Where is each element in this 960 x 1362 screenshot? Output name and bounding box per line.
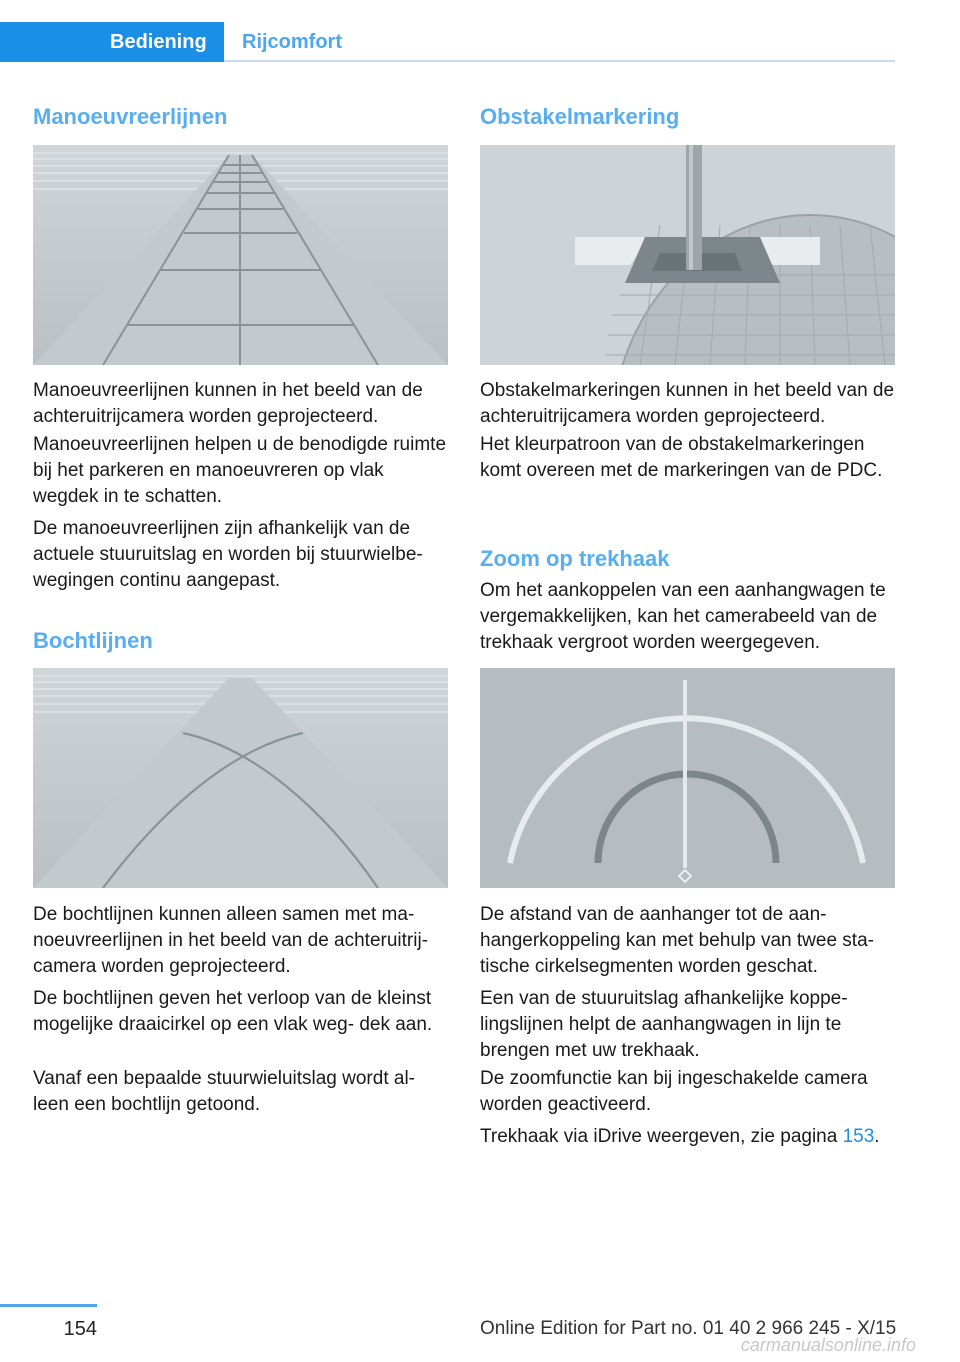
obstacle-marking-illustration (480, 145, 895, 365)
heading-bochtlijnen: Bochtlijnen (33, 628, 153, 653)
curve-lines-illustration (33, 668, 448, 888)
figure-bochtlijnen (33, 668, 448, 888)
paragraph-bocht-3: Vanaf een bepaalde stuurwieluitslag wordt al- leen een bochtlijn getoond. (33, 1068, 415, 1115)
figure-obstakelmarkering (480, 145, 895, 365)
crossref-text: Trekhaak via iDrive weergeven, zie pagina (480, 1126, 843, 1147)
paragraph-zoom-5 (480, 1124, 898, 1150)
heading-manoeuvreerlijnen: Manoeuvreerlijnen (33, 104, 228, 129)
page-link-153[interactable]: 153 (842, 1126, 875, 1147)
heading-obstakelmarkering: Obstakelmarkering (480, 104, 680, 129)
edition-note: Online Edition for Part no. 01 40 2 966 245 - X/15 (480, 1318, 897, 1339)
paragraph-zoom-1: Om het aankoppelen van een aanhangwagen te vergemakkelijken, kan het camerabeeld van de trekhaak vergroot worden weergegeven. (480, 580, 886, 653)
figure-trekhaak (480, 668, 895, 888)
chapter-tab-bar (0, 22, 895, 62)
tab-bediening[interactable]: Bediening (0, 22, 224, 62)
paragraph-zoom-4: De zoomfunctie kan bij ingeschakelde camera worden geactiveerd. (480, 1068, 868, 1115)
paragraph-manoeuvre-3: De manoeuvreerlijnen zijn afhankelijk van de actuele stuuruitslag en worden bij stuurwielbe- wegingen continu aangepast. (33, 518, 423, 591)
paragraph-bocht-1: De bochtlijnen kunnen alleen samen met ma- noeuvreerlijnen in het beeld van de achteruitrij- camera worden geprojecteerd. (33, 904, 429, 977)
heading-zoom-trekhaak: Zoom op trekhaak (480, 546, 670, 571)
paragraph-zoom-2: De afstand van de aanhanger tot de aan- hangerkoppeling kan met behulp van twee sta- tische cirkelsegmenten worden geschat. (480, 904, 874, 977)
page-number: 154 (63, 1318, 97, 1340)
paragraph-obstakel-1: Obstakelmarkeringen kunnen in het beeld van de achteruitrijcamera worden geprojecteerd. (480, 380, 895, 427)
paragraph-manoeuvre-1: Manoeuvreerlijnen kunnen in het beeld van de achteruitrijcamera worden geprojecteerd. (33, 380, 423, 427)
paragraph-manoeuvre-2: Manoeuvreerlijnen helpen u de benodigde ruimte bij het parkeren en manoeuvreren op vlak wegdek in te schatten. (33, 434, 447, 507)
tow-hitch-zoom-illustration (480, 668, 895, 888)
crossref-end: . (874, 1126, 880, 1147)
watermark: carmanualsonline.info (740, 1335, 916, 1355)
tab-rijcomfort[interactable]: Rijcomfort (242, 31, 342, 53)
figure-manoeuvreerlijnen (33, 145, 448, 365)
manoeuvre-lines-illustration (33, 145, 448, 365)
paragraph-obstakel-2: Het kleurpatroon van de obstakelmarkeringen komt overeen met de markeringen van de PDC. (480, 434, 883, 481)
paragraph-zoom-3: Een van de stuuruitslag afhankelijke koppe- lingslijnen helpt de aanhangwagen in lijn te brengen met uw trekhaak. (480, 988, 848, 1061)
paragraph-bocht-2: De bochtlijnen geven het verloop van de kleinst mogelijke draaicirkel op een vlak weg- dek aan. (33, 988, 433, 1035)
footer-rule (0, 1304, 97, 1307)
